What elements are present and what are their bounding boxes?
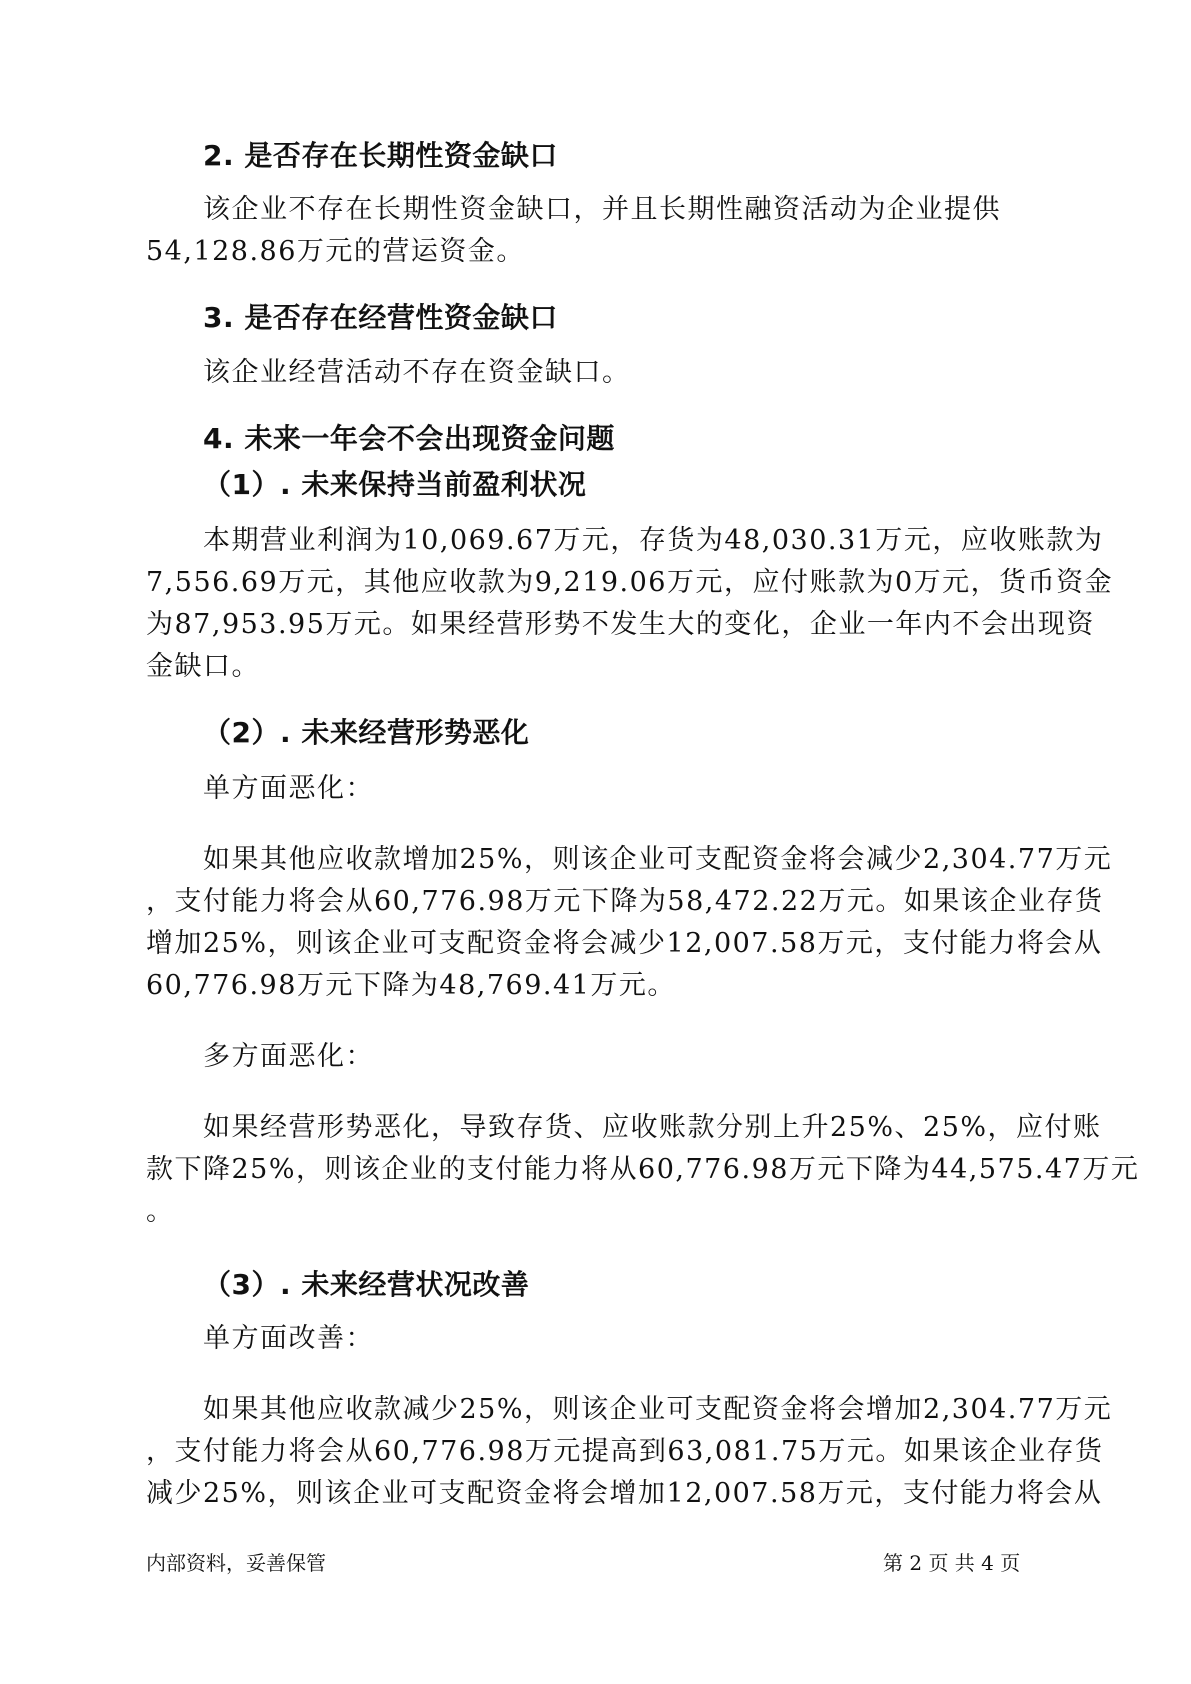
subsection-2-multi-line-1: 如果经营形势恶化，导致存货、应收账款分别上升25%、25%，应付账: [203, 1112, 1102, 1143]
subsection-2-multi-line-2: 款下降25%，则该企业的支付能力将从60,776.98万元下降为44,575.47万元: [146, 1154, 1140, 1185]
section-4-heading: 4. 未来一年会不会出现资金问题: [203, 422, 615, 455]
subsection-1-line-3: 为87,953.95万元。如果经营形势不发生大的变化，企业一年内不会出现资: [146, 609, 1095, 640]
subsection-3-heading: （3）. 未来经营状况改善: [203, 1268, 530, 1301]
footer-page-number: 第 2 页 共 4 页: [883, 1551, 1021, 1575]
subsection-1-line-1: 本期营业利润为10,069.67万元，存货为48,030.31万元，应收账款为: [203, 525, 1104, 556]
subsection-1-line-2: 7,556.69万元，其他应收款为9,219.06万元，应付账款为0万元，货币资金: [146, 567, 1114, 598]
subsection-2-single-line-3: 增加25%，则该企业可支配资金将会减少12,007.58万元，支付能力将会从: [146, 928, 1103, 959]
subsection-2-multi-line-3: 。: [146, 1196, 175, 1227]
subsection-2-single-label: 单方面恶化：: [203, 773, 374, 804]
section-2-paragraph-line-1: 该企业不存在长期性资金缺口，并且长期性融资活动为企业提供: [203, 194, 1001, 225]
footer-confidential-note: 内部资料，妥善保管: [146, 1551, 326, 1575]
section-3-paragraph-line-1: 该企业经营活动不存在资金缺口。: [203, 357, 631, 388]
section-3-heading: 3. 是否存在经营性资金缺口: [203, 301, 558, 334]
subsection-2-multi-label: 多方面恶化：: [203, 1041, 374, 1072]
section-2-heading: 2. 是否存在长期性资金缺口: [203, 139, 558, 172]
subsection-2-single-line-2: ，支付能力将会从60,776.98万元下降为58,472.22万元。如果该企业存货: [146, 886, 1104, 917]
subsection-2-single-line-4: 60,776.98万元下降为48,769.41万元。: [146, 970, 676, 1001]
subsection-2-single-line-1: 如果其他应收款增加25%，则该企业可支配资金将会减少2,304.77万元: [203, 844, 1113, 875]
subsection-1-line-4: 金缺口。: [146, 651, 260, 682]
section-2-paragraph-line-2: 54,128.86万元的营运资金。: [146, 236, 525, 267]
subsection-3-single-line-1: 如果其他应收款减少25%，则该企业可支配资金将会增加2,304.77万元: [203, 1394, 1113, 1425]
subsection-2-heading: （2）. 未来经营形势恶化: [203, 716, 530, 749]
subsection-1-heading: （1）. 未来保持当前盈利状况: [203, 468, 587, 501]
subsection-3-single-line-2: ，支付能力将会从60,776.98万元提高到63,081.75万元。如果该企业存货: [146, 1436, 1104, 1467]
subsection-3-single-line-3: 减少25%，则该企业可支配资金将会增加12,007.58万元，支付能力将会从: [146, 1478, 1103, 1509]
subsection-3-single-label: 单方面改善：: [203, 1323, 374, 1354]
